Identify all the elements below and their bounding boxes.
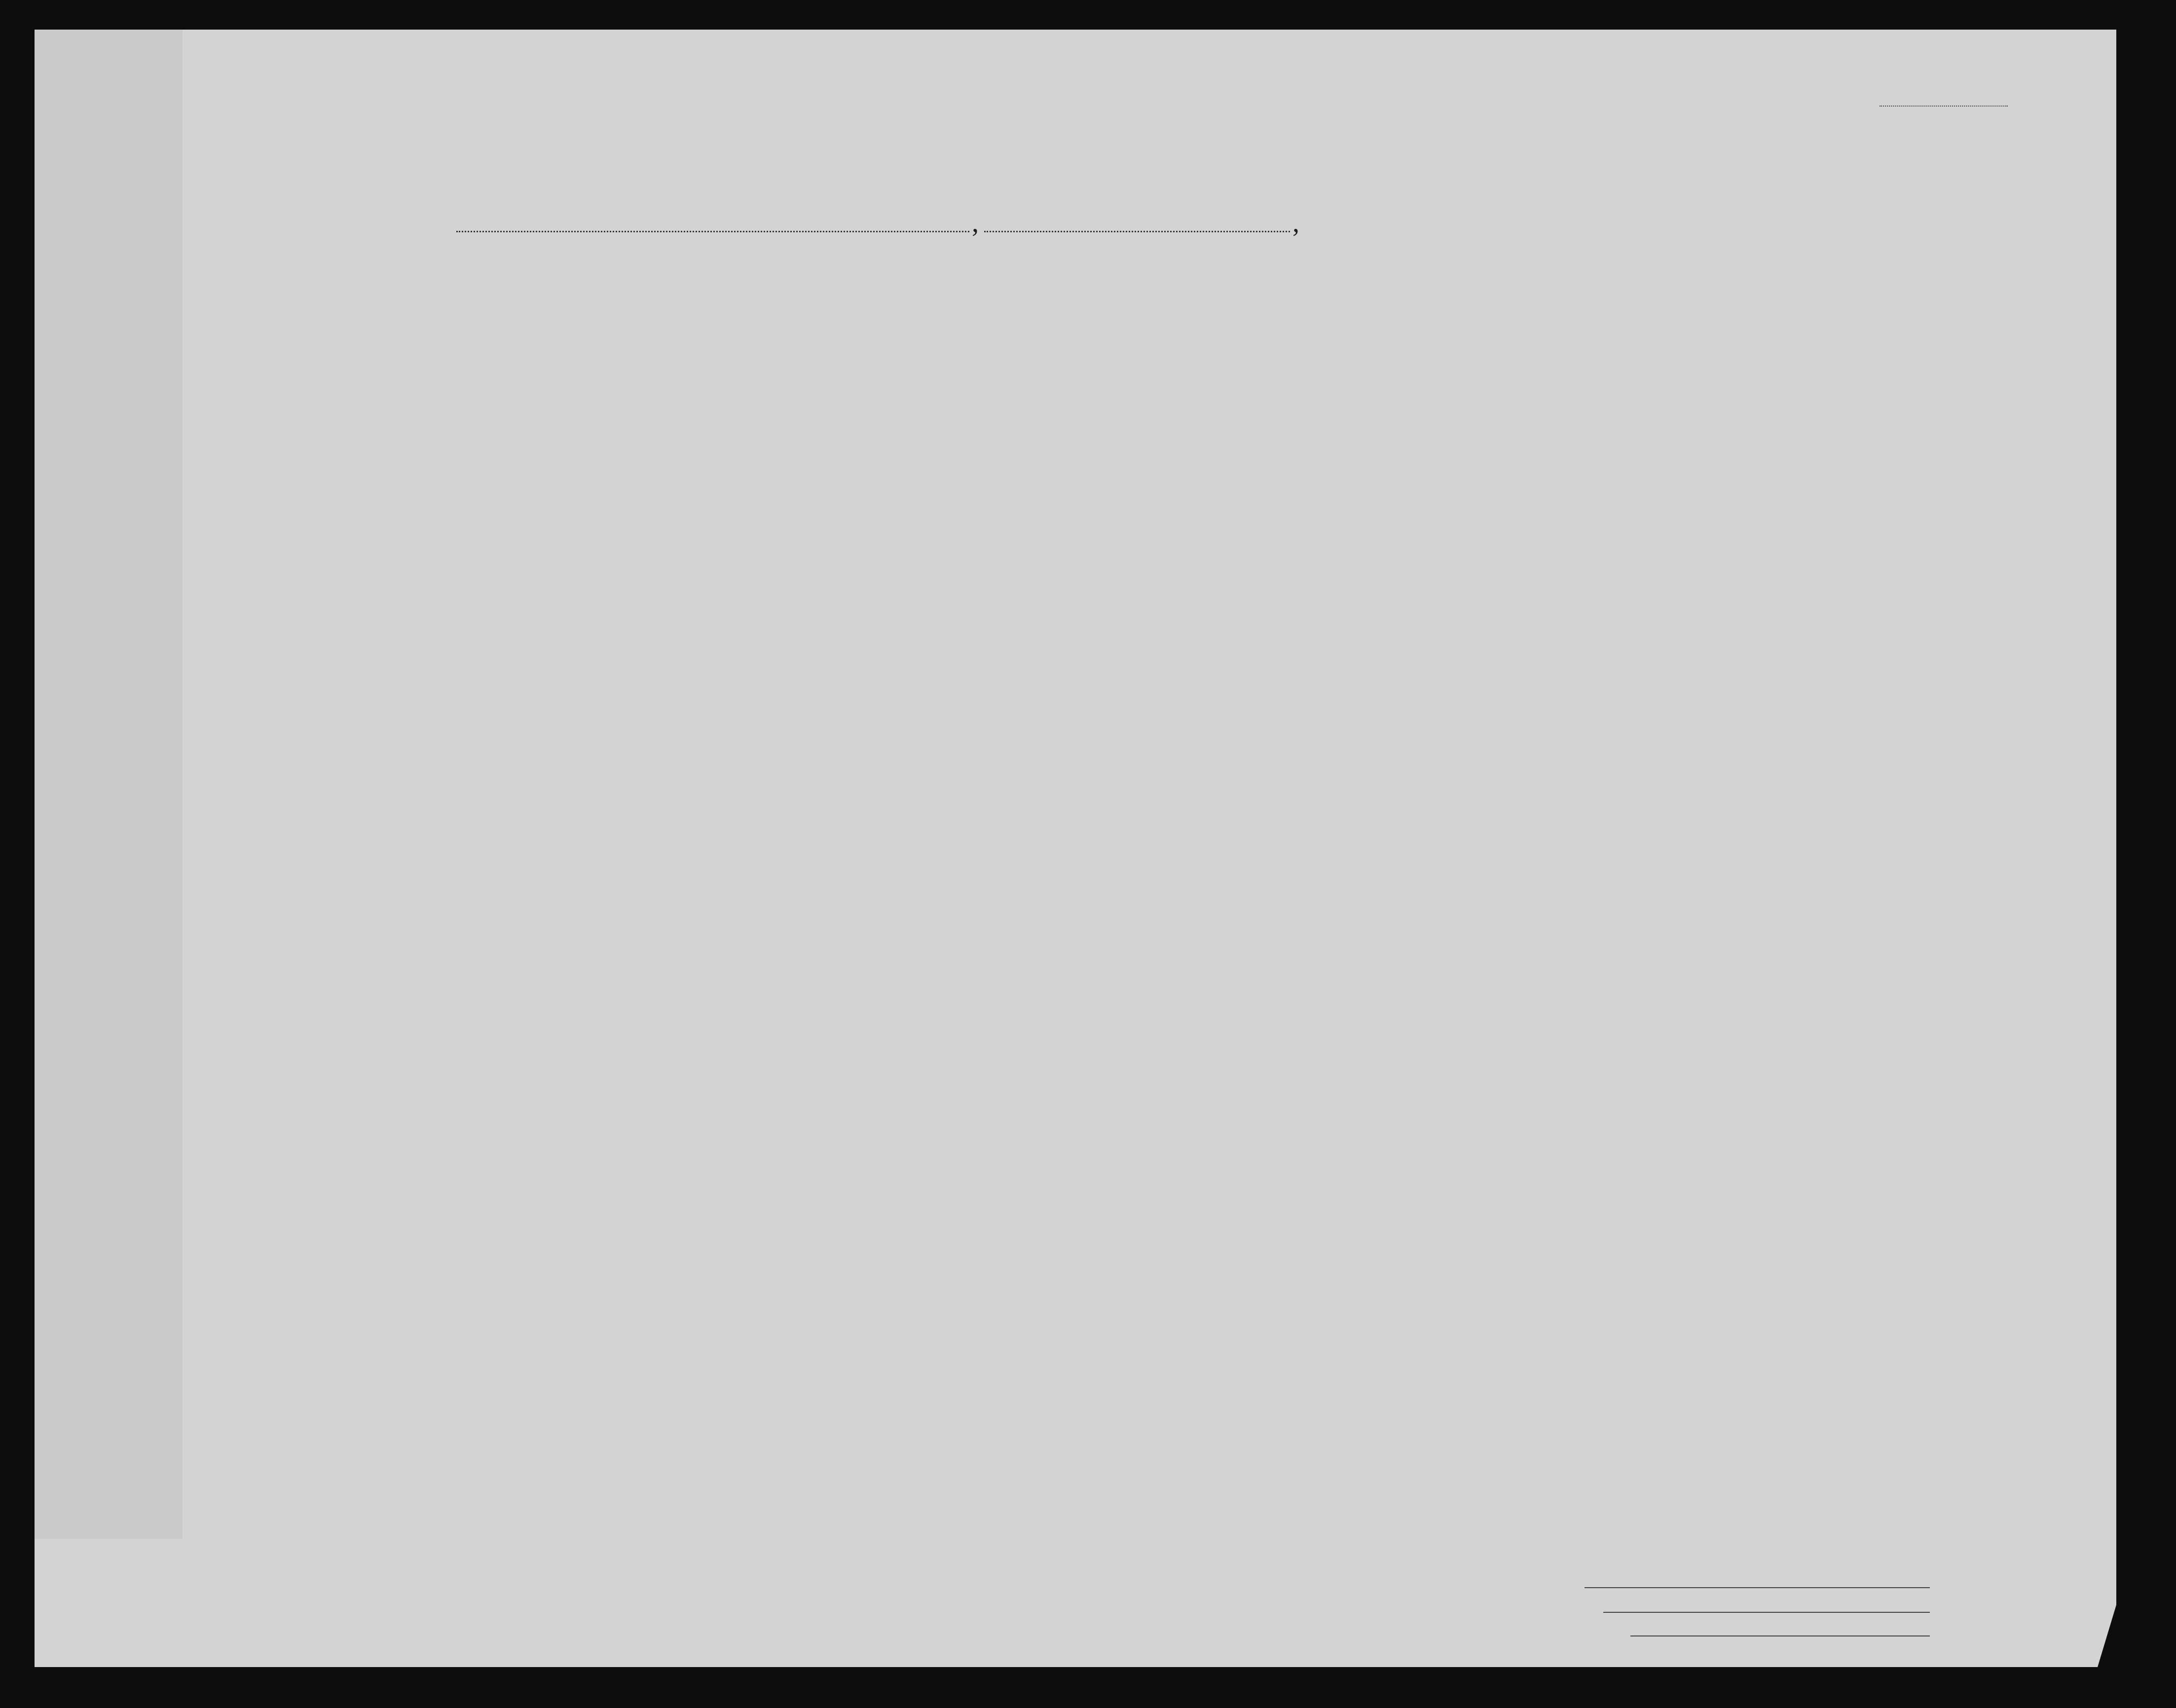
col24-a: [1285, 314, 1304, 422]
owners-field[interactable]: [1603, 1612, 1930, 1613]
comma-1: ,: [972, 208, 979, 238]
col24-b: [1322, 314, 1342, 422]
comma-2: ,: [1292, 208, 1299, 238]
agents-field[interactable]: [1630, 1635, 1930, 1636]
col25-label: [1387, 296, 1412, 419]
col29-label: [1534, 296, 1564, 419]
col24-c: [1356, 314, 1375, 422]
col28-label: [1475, 296, 1514, 419]
line-field[interactable]: [1585, 1587, 1930, 1588]
